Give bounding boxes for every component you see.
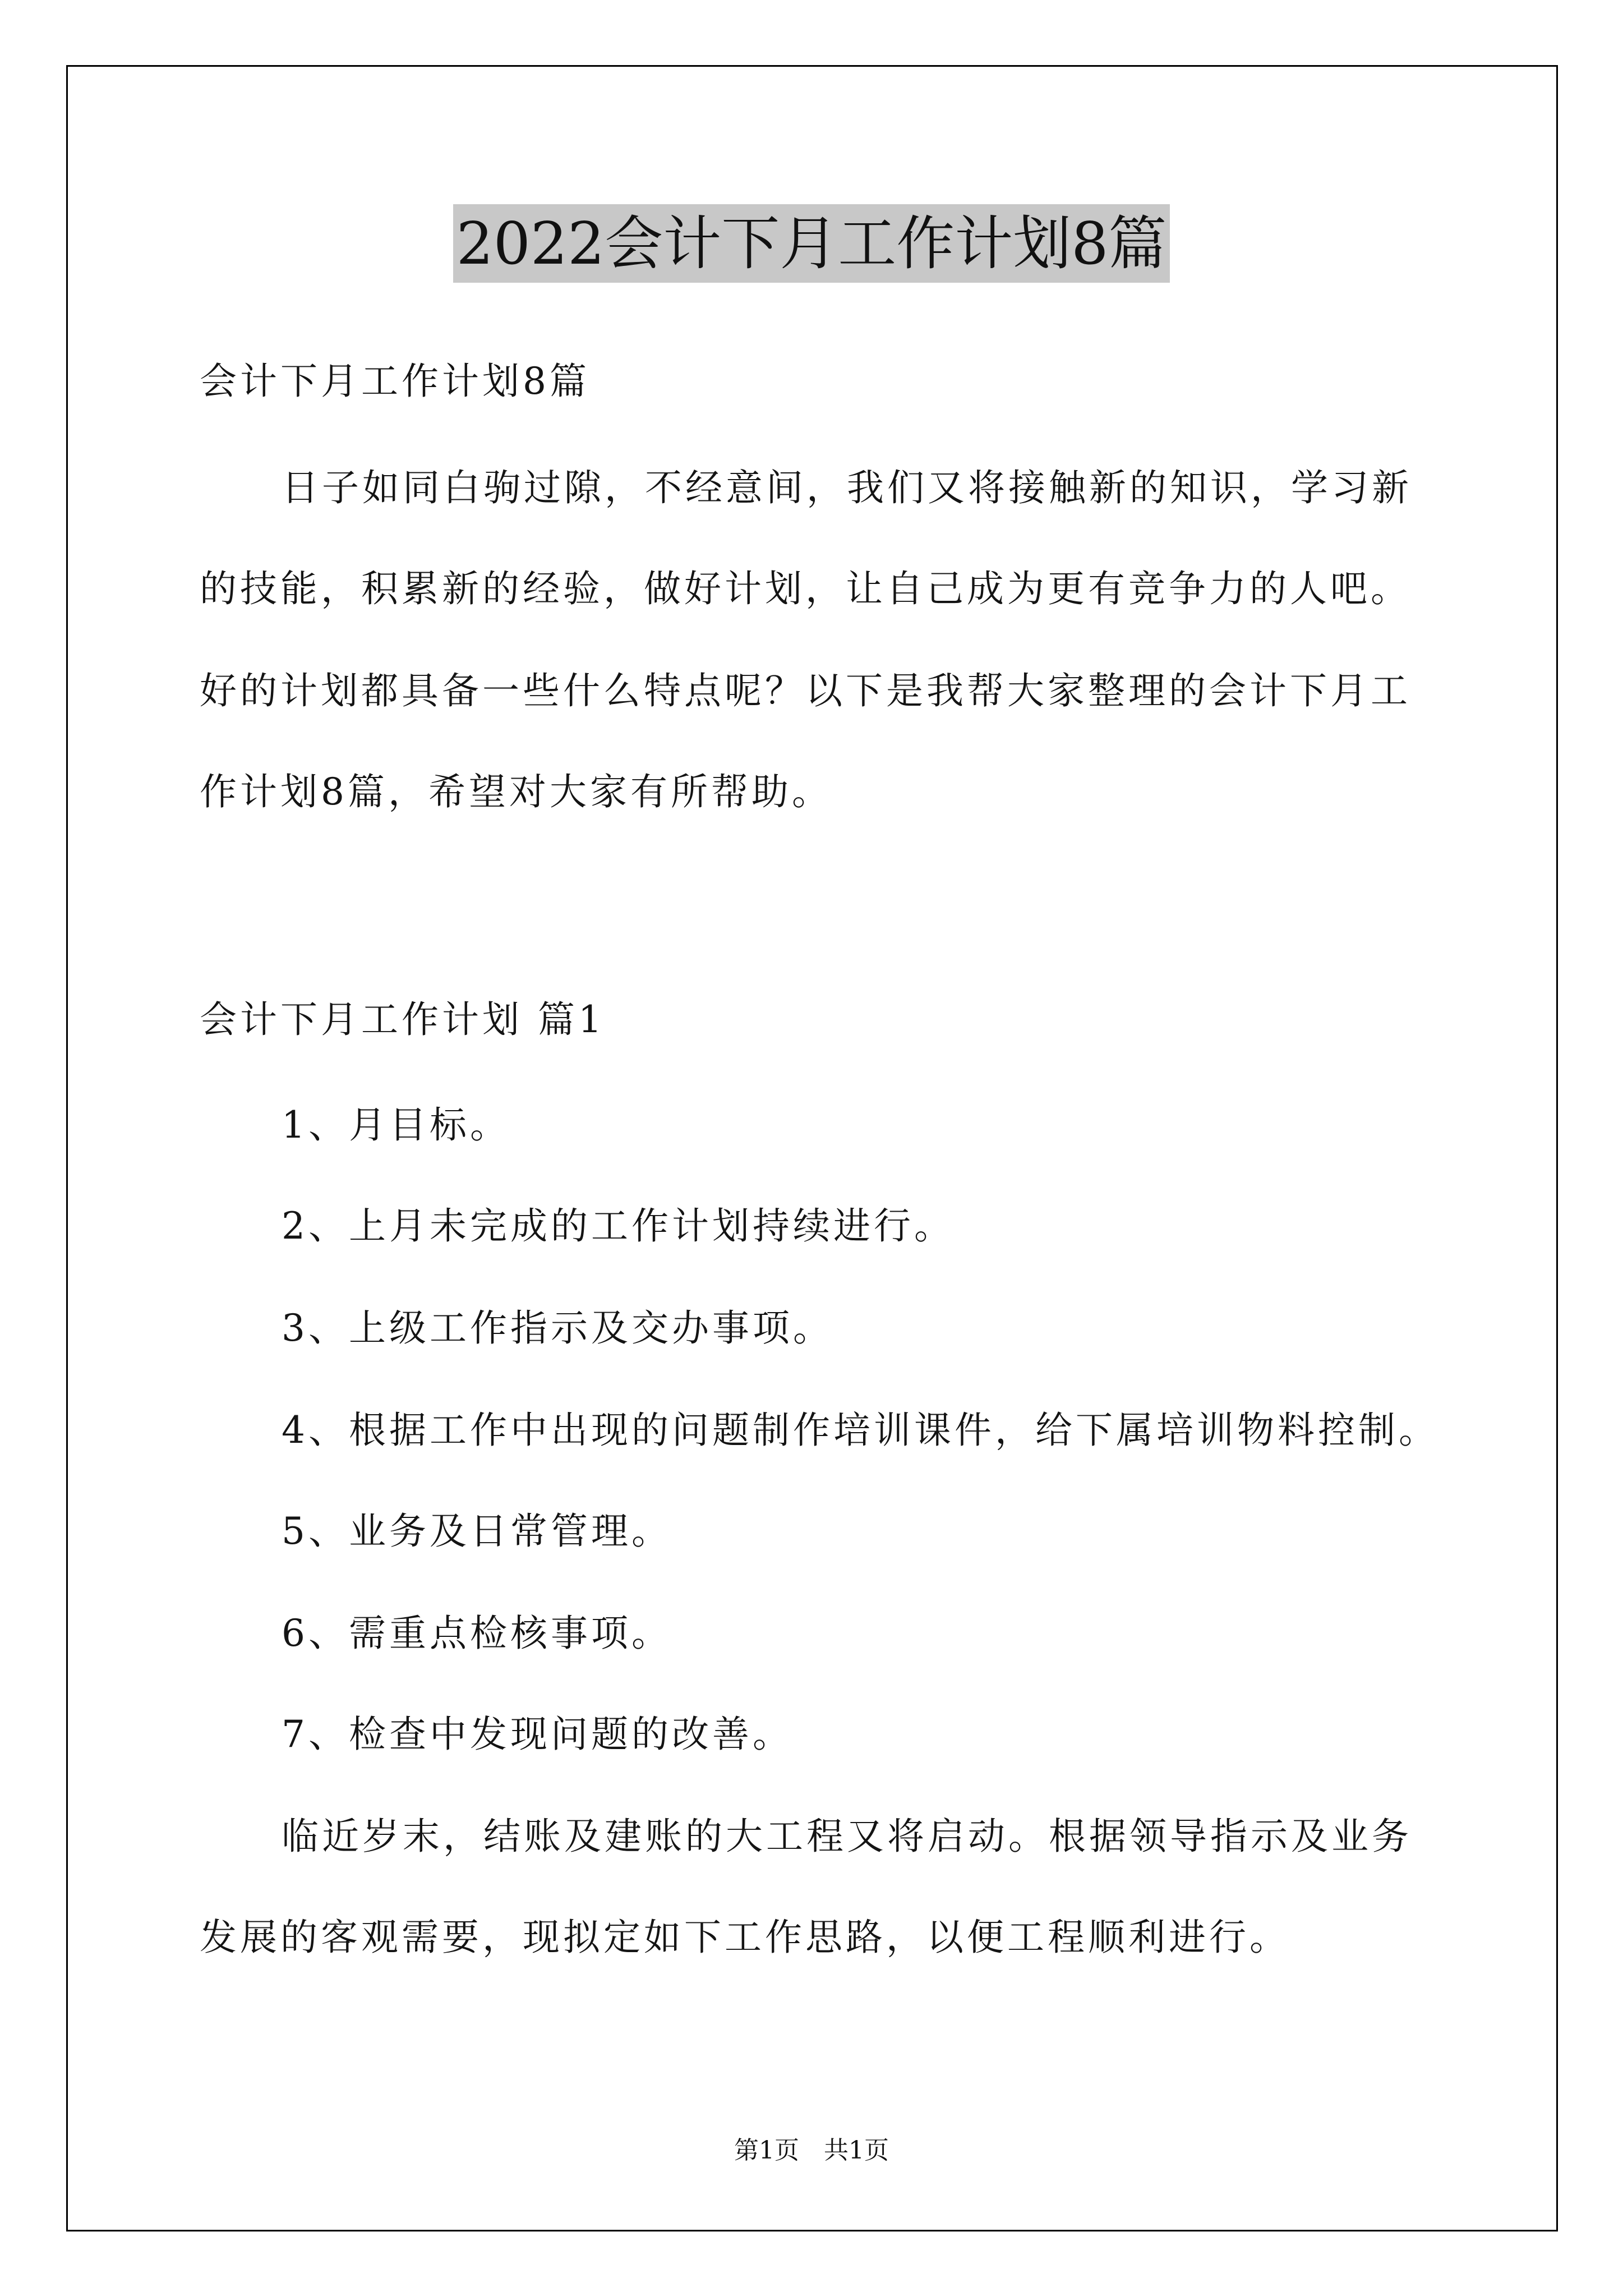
intro-line-3: 好的计划都具备一些什么特点呢？以下是我帮大家整理的会计下月工: [200, 669, 1411, 712]
document-subtitle: 会计下月工作计划8篇: [200, 360, 590, 403]
intro-line-4: 作计划8篇，希望对大家有所帮助。: [200, 770, 832, 813]
list-item: 4、根据工作中出现的问题制作培训课件，给下属培训物料控制。: [282, 1409, 1439, 1452]
page-footer: 第1页 共1页: [734, 2136, 889, 2165]
closing-line-2: 发展的客观需要，现拟定如下工作思路，以便工程顺利进行。: [200, 1916, 1290, 1959]
list-item: 6、需重点检核事项。: [282, 1612, 672, 1655]
list-item: 3、上级工作指示及交办事项。: [282, 1306, 833, 1350]
intro-line-1: 日子如同白驹过隙，不经意间，我们又将接触新的知识，学习新: [282, 466, 1412, 509]
title-container: [0, 204, 1623, 283]
section-heading: 会计下月工作计划 篇1: [200, 998, 605, 1041]
list-item: 5、业务及日常管理。: [282, 1510, 672, 1553]
list-item: 2、上月未完成的工作计划持续进行。: [282, 1204, 955, 1248]
document-title: 2022会计下月工作计划8篇: [453, 204, 1170, 283]
closing-line-1: 临近岁末，结账及建账的大工程又将启动。根据领导指示及业务: [282, 1815, 1412, 1858]
intro-line-2: 的技能，积累新的经验，做好计划，让自己成为更有竞争力的人吧。: [200, 567, 1411, 610]
list-item: 1、月目标。: [282, 1103, 510, 1147]
list-item: 7、检查中发现问题的改善。: [282, 1713, 793, 1756]
